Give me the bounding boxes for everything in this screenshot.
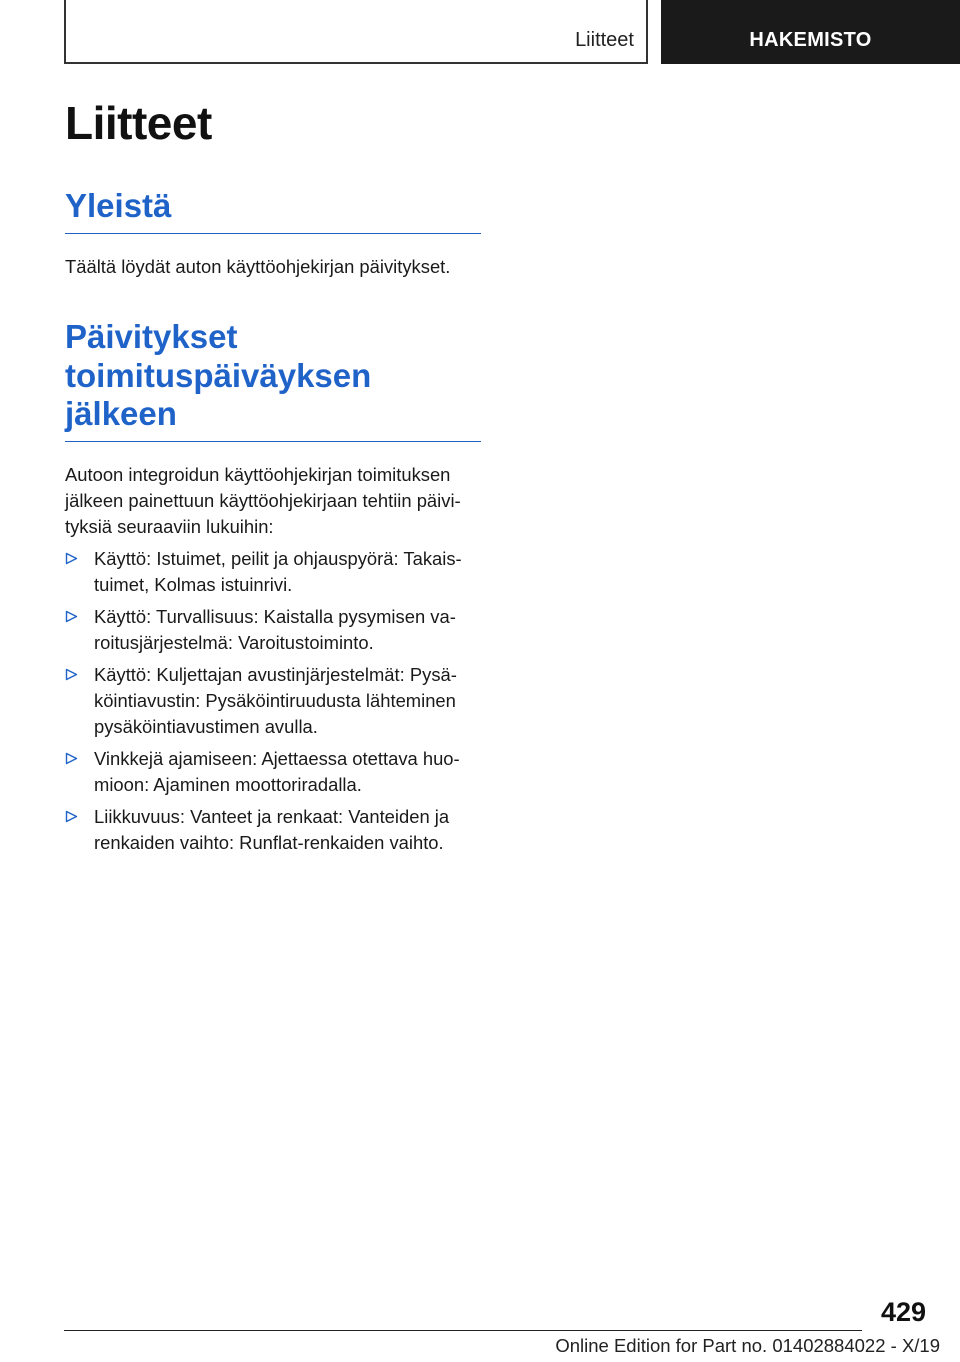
triangle-right-outline-icon — [65, 668, 78, 681]
list-item-text: Vinkkejä ajamiseen: Ajettaessa otettava huomioon: Ajaminen moottoriradalla. — [94, 748, 460, 796]
section-heading-updates — [65, 318, 481, 442]
footer-divider — [64, 1330, 862, 1331]
triangle-right-outline-icon — [65, 610, 78, 623]
general-paragraph: Täältä löydät auton käyttöohjekirjan päivitykset. — [65, 256, 451, 278]
list-item-text: Käyttö: Kuljettajan avustinjärjestelmät: Pysäköintiavustin: Pysäköintiruudusta lähteminen pysäköintiavustimen avulla. — [94, 664, 457, 738]
list-item — [65, 746, 481, 798]
intro-paragraph: Autoon integroidun käyttöohjekirjan toimituksen jälkeen painettuun käyttöohjekirjaan tehtiin päivityksiä seuraaviin lukuihin: — [65, 464, 461, 538]
section-tab-label: Liitteet — [575, 29, 634, 51]
updates-heading-line1: Päivitykset — [65, 318, 238, 356]
triangle-right-outline-icon — [65, 752, 78, 765]
list-item — [65, 662, 481, 740]
page-content — [65, 96, 481, 856]
updates-heading-line2: toimituspäiväyksen jälkeen — [65, 356, 372, 432]
triangle-right-outline-icon — [65, 810, 78, 823]
list-item — [65, 804, 481, 856]
index-tab-label: HAKEMISTO — [749, 29, 872, 51]
update-list — [65, 546, 481, 856]
index-tab[interactable] — [661, 0, 960, 64]
page-number: 429 — [880, 1297, 926, 1327]
list-item-text: Liikkuvuus: Vanteet ja renkaat: Vanteiden ja renkaiden vaihto: Runflat-renkaiden vaihto. — [94, 806, 450, 854]
section-heading-general: Yleistä — [65, 187, 481, 234]
list-item-text: Käyttö: Istuimet, peilit ja ohjauspyörä: Takaistuimet, Kolmas istuinrivi. — [94, 548, 462, 596]
list-item — [65, 604, 481, 656]
footer-edition-text: Online Edition for Part no. 01402884022 - X/19 — [555, 1335, 940, 1356]
list-item — [65, 546, 481, 598]
list-item-text: Käyttö: Turvallisuus: Kaistalla pysymisen varoitusjärjestelmä: Varoitustoiminto. — [94, 606, 456, 654]
section-tab[interactable] — [64, 0, 648, 64]
page-title: Liitteet — [65, 97, 212, 149]
triangle-right-outline-icon — [65, 552, 78, 565]
